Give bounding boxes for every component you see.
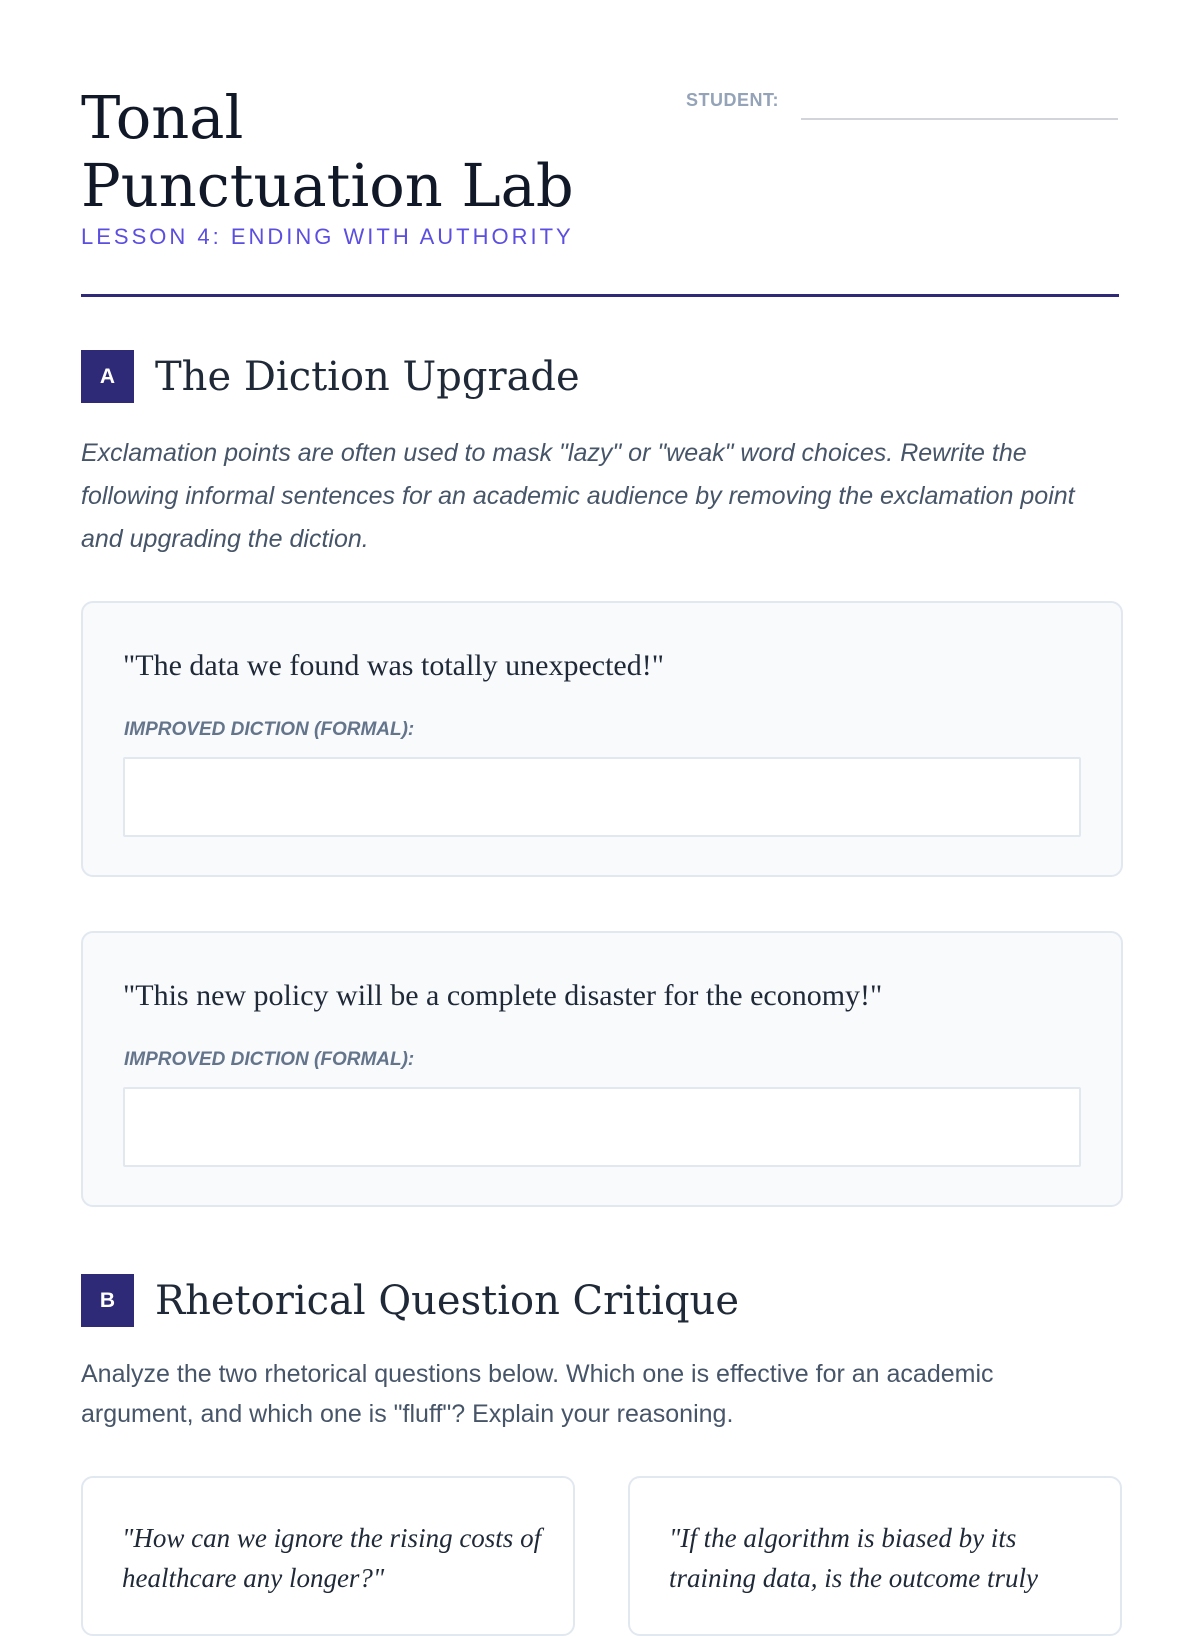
worksheet-header [81, 0, 1119, 297]
section-a-badge: A [81, 350, 134, 403]
student-field-group [686, 88, 1118, 122]
student-name-input[interactable] [801, 94, 1118, 120]
improved-diction-input-2[interactable] [123, 1087, 1081, 1167]
section-a-instructions: Exclamation points are often used to mask "lazy" or "weak" word choices. Rewrite the following informal sentences for an academic audience by removing the exclamation point and upgrading the diction. [81, 439, 1075, 553]
improved-diction-input-1[interactable] [123, 757, 1081, 837]
rhetorical-question-card-2 [628, 1476, 1122, 1636]
rhetorical-question-1: "How can we ignore the rising costs of healthcare any longer?" [122, 1523, 542, 1593]
diction-card-1 [81, 601, 1123, 877]
informal-sentence-1: "The data we found was totally unexpected!" [123, 649, 664, 682]
section-a-title: The Diction Upgrade [155, 353, 580, 400]
section-b-header [81, 1274, 739, 1327]
student-label: STUDENT: [686, 90, 779, 110]
diction-card-2 [81, 931, 1123, 1207]
improved-diction-label-1: IMPROVED DICTION (FORMAL): [124, 719, 415, 740]
section-a-header [81, 350, 580, 403]
rhetorical-question-card-1 [81, 1476, 575, 1636]
section-b-title: Rhetorical Question Critique [155, 1277, 739, 1324]
section-b-badge: B [81, 1274, 134, 1327]
improved-diction-label-2: IMPROVED DICTION (FORMAL): [124, 1049, 415, 1070]
lesson-subtitle: LESSON 4: ENDING WITH AUTHORITY [81, 224, 574, 249]
informal-sentence-2: "This new policy will be a complete disaster for the economy!" [123, 979, 883, 1012]
section-b-instructions: Analyze the two rhetorical questions below. Which one is effective for an academic argument, and which one is "fluff"? Explain your reasoning. [81, 1360, 994, 1428]
page-title: Tonal Punctuation Lab [81, 83, 574, 220]
rhetorical-question-2: "If the algorithm is biased by its training data, is the outcome truly [669, 1523, 1038, 1593]
